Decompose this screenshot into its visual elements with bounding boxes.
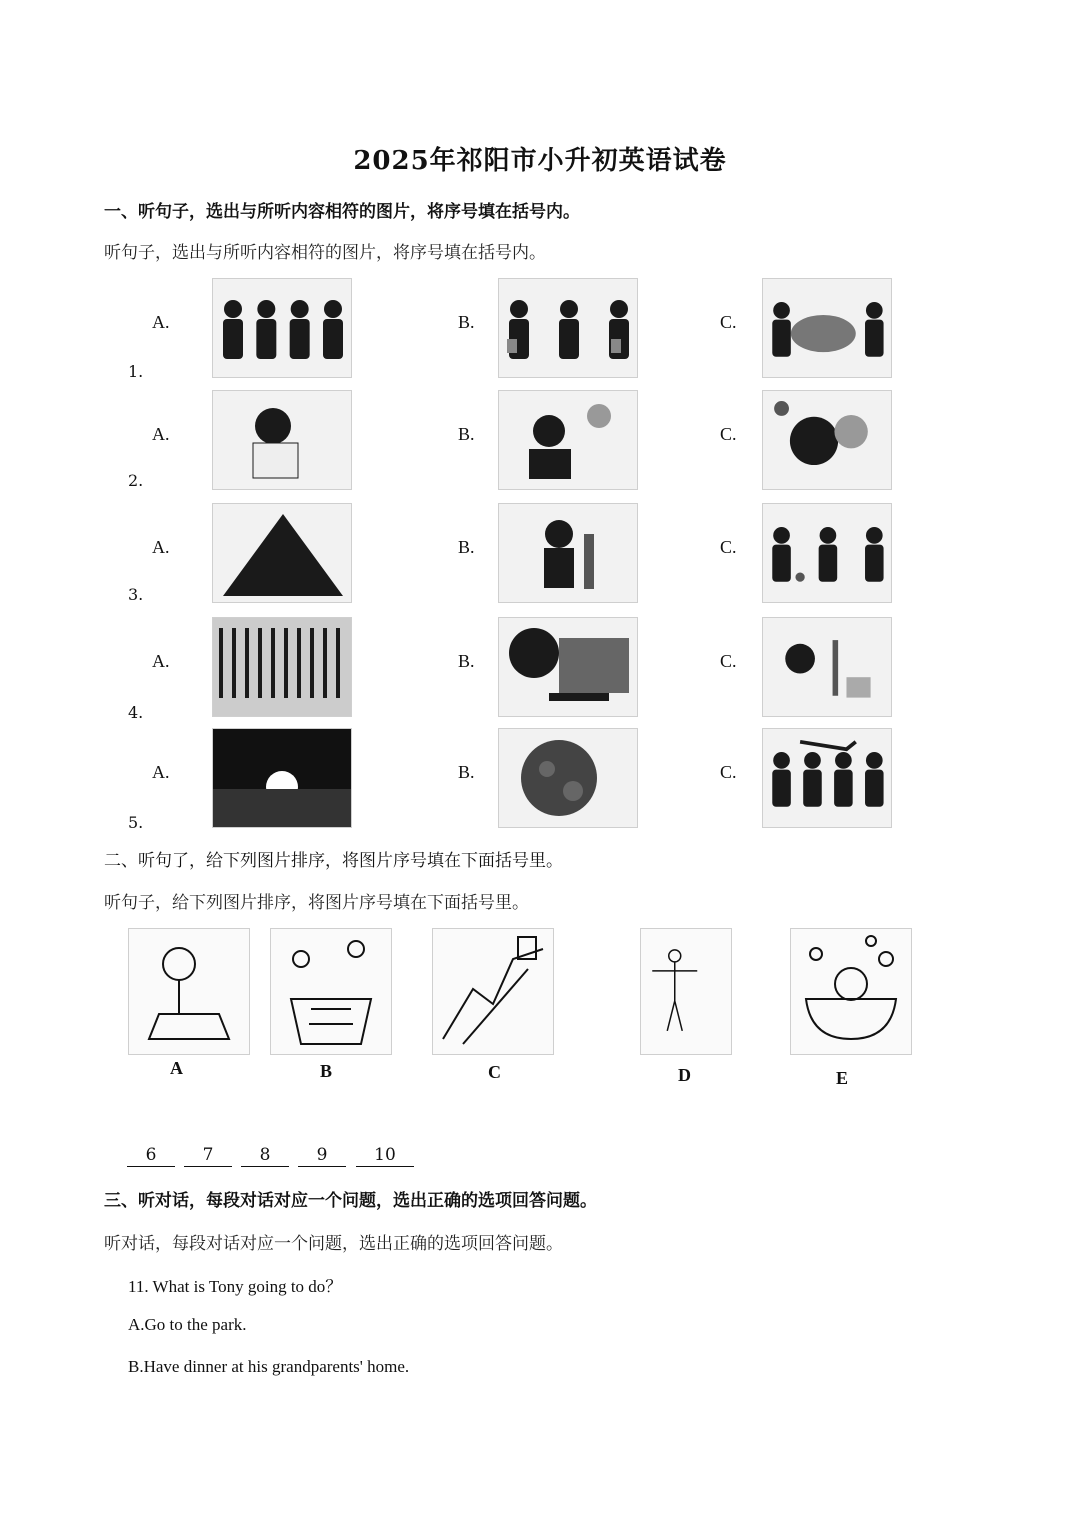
option-11-b[interactable]: B.Have dinner at his grandparents' home. — [128, 1357, 410, 1376]
picture-letter: A — [170, 1058, 183, 1078]
city-park-icon[interactable] — [498, 617, 638, 717]
option-letter[interactable]: B. — [458, 651, 475, 671]
page-title: 2025年祁阳市小升初英语试卷 — [353, 146, 727, 176]
option-letter[interactable]: C. — [720, 312, 737, 332]
option-letter[interactable]: A. — [152, 651, 170, 671]
section2-heading: 二、听句了，给下列图片排序，将图片序号填在下面括号里。 — [104, 851, 563, 871]
boy-washing-hands-icon[interactable] — [498, 503, 638, 603]
option-letter[interactable]: A. — [152, 424, 170, 444]
boy-reading-icon[interactable] — [128, 928, 250, 1055]
answer-blank-9[interactable]: 9 — [298, 1145, 346, 1167]
picture-letter: C — [488, 1062, 501, 1082]
scientist-icon[interactable] — [212, 390, 352, 490]
option-letter[interactable]: B. — [458, 762, 475, 782]
food-pyramid-icon[interactable] — [212, 503, 352, 603]
question-number: 1. — [128, 362, 144, 381]
option-11-a[interactable]: A.Go to the park. — [128, 1315, 247, 1334]
option-letter[interactable]: B. — [458, 312, 475, 332]
option-letter[interactable]: C. — [720, 424, 737, 444]
picture-letter: E — [836, 1068, 849, 1088]
question-11: 11. What is Tony going to do？ — [128, 1277, 343, 1296]
bathtub-icon[interactable] — [790, 928, 912, 1055]
picture-letter: D — [678, 1065, 691, 1085]
great-wall-icon[interactable] — [432, 928, 554, 1055]
option-letter[interactable]: B. — [458, 537, 475, 557]
question-number: 5. — [128, 813, 144, 832]
section2-instruction: 听句子，给下列图片排序，将图片序号填在下面括号里。 — [104, 893, 529, 913]
moon-icon[interactable] — [498, 728, 638, 828]
option-letter[interactable]: C. — [720, 762, 737, 782]
question-number: 4. — [128, 703, 144, 722]
section3-instruction: 听对话，每段对话对应一个问题，选出正确的选项回答问题。 — [104, 1234, 563, 1254]
option-letter[interactable]: C. — [720, 651, 737, 671]
cut-forest-icon[interactable] — [212, 617, 352, 717]
family-dinner-icon[interactable] — [762, 278, 892, 378]
option-letter[interactable]: B. — [458, 424, 475, 444]
section1-heading: 一、听句子，选出与所听内容相符的图片，将序号填在括号内。 — [104, 202, 580, 222]
option-letter[interactable]: A. — [152, 312, 170, 332]
dinosaur-museum-icon[interactable] — [762, 728, 892, 828]
picture-letter: B — [320, 1061, 333, 1081]
option-letter[interactable]: A. — [152, 537, 170, 557]
kids-sports-icon[interactable] — [762, 503, 892, 603]
question-number: 2. — [128, 471, 144, 490]
girl-garden-icon[interactable] — [762, 617, 892, 717]
diver-icon[interactable] — [640, 928, 732, 1055]
question-number: 3. — [128, 585, 144, 604]
hopscotch-icon[interactable] — [270, 928, 392, 1055]
option-letter[interactable]: C. — [720, 537, 737, 557]
answer-blank-10[interactable]: 10 — [356, 1145, 414, 1167]
shopping-bags-icon[interactable] — [498, 278, 638, 378]
sunset-sea-icon[interactable] — [212, 728, 352, 828]
section3-heading: 三、听对话，每段对话对应一个问题，选出正确的选项回答问题。 — [104, 1191, 597, 1211]
section1-instruction: 听句子，选出与所听内容相符的图片，将序号填在括号内。 — [104, 243, 546, 263]
option-letter[interactable]: A. — [152, 762, 170, 782]
singing-group-icon[interactable] — [212, 278, 352, 378]
answer-blank-8[interactable]: 8 — [241, 1145, 289, 1167]
answer-blank-7[interactable]: 7 — [184, 1145, 232, 1167]
astronaut-icon[interactable] — [762, 390, 892, 490]
answer-blank-6[interactable]: 6 — [127, 1145, 175, 1167]
girl-thinking-icon[interactable] — [498, 390, 638, 490]
